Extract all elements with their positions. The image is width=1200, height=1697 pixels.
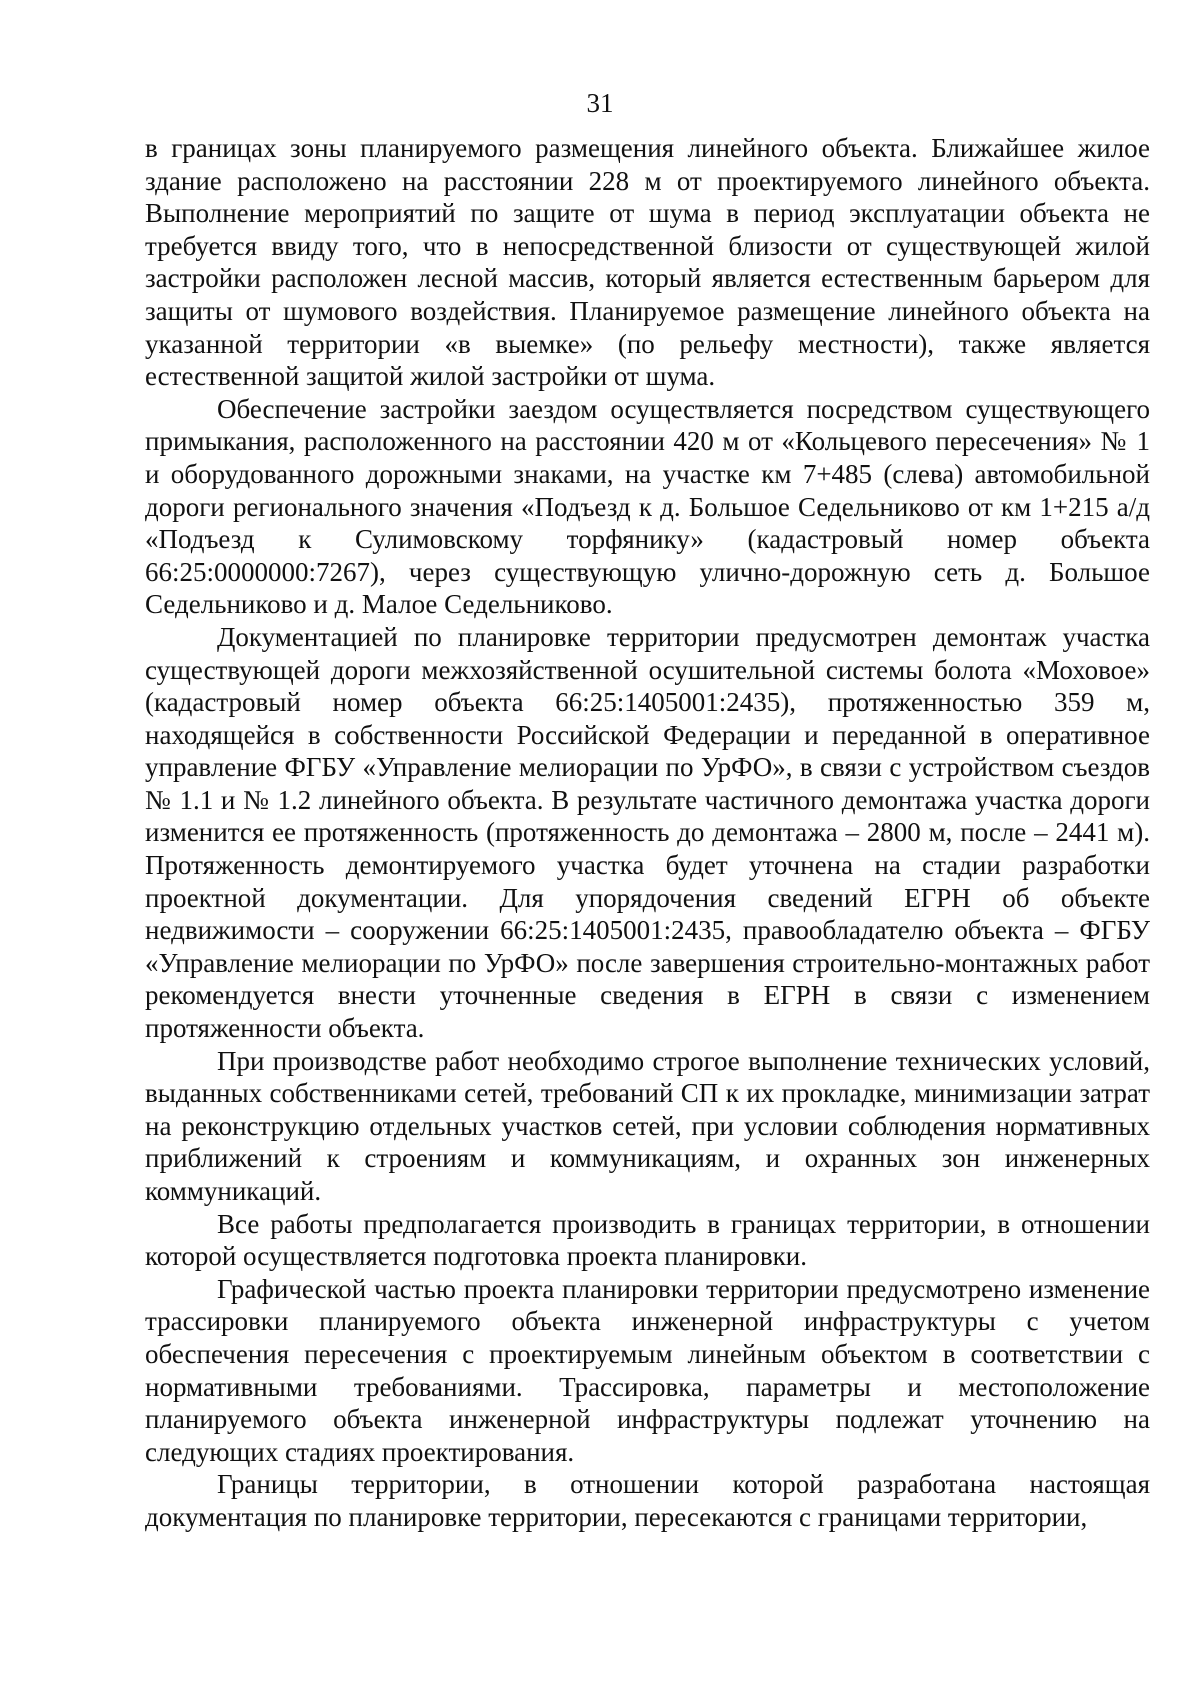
paragraph-7: Границы территории, в отношении которой разработана настоящая документация по планировке территории, пересекаются с границами территории, — [145, 1469, 1150, 1532]
paragraph-3: Документацией по планировке территории предусмотрен демонтаж участка существующей дороги межхозяйственной осушительной системы болота «Моховое» (кадастровый номер объекта 66:25:1405001:2435), протяженностью 359 м, находящейся в собственности Российской Федерации и переданной в оперативное управление ФГБУ «Управление мелиорации по УрФО», в связи с устройством съездов № 1.1 и № 1.2 линейного объекта. В результате частичного демонтажа участка дороги изменится ее протяженность (протяженность до демонтажа – 2800 м, после – 2441 м). Протяженность демонтируемого участка будет уточнена на стадии разработки проектной документации. Для упорядочения сведений ЕГРН об объекте недвижимости – сооружении 66:25:1405001:2435, правообладателю объекта – ФГБУ «Управление мелиорации по УрФО» после завершения строительно-монтажных работ рекомендуется внести уточненные сведения в ЕГРН в связи с изменением протяженности объекта. — [145, 621, 1150, 1044]
page-number: 31 — [586, 88, 614, 118]
paragraph-5: Все работы предполагается производить в границах территории, в отношении которой осуществляется подготовка проекта планировки. — [145, 1208, 1150, 1272]
paragraph-6: Графической частью проекта планировки территории предусмотрено изменение трассировки планируемого объекта инженерной инфраструктуры с учетом обеспечения пересечения с проектируемым линейным объектом в соответствии с нормативными требованиями. Трассировка, параметры и местоположение планируемого объекта инженерной инфраструктуры подлежат уточнению на следующих стадиях проектирования. — [145, 1273, 1150, 1467]
paragraph-1: в границах зоны планируемого размещения линейного объекта. Ближайшее жилое здание расположено на расстоянии 228 м от проектируемого линейного объекта. Выполнение мероприятий по защите от шума в период эксплуатации объекта не требуется ввиду того, что в непосредственной близости от существующей жилой застройки расположен лесной массив, который является естественным барьером для защиты от шумового воздействия. Планируемое размещение линейного объекта на указанной территории «в выемке» (по рельефу местности), также является естественной защитой жилой застройки от шума. — [145, 133, 1150, 392]
paragraph-2: Обеспечение застройки заездом осуществляется посредством существующего примыкания, расположенного на расстоянии 420 м от «Кольцевого пересечения» № 1 и оборудованного дорожными знаками, на участке км 7+485 (слева) автомобильной дороги регионального значения «Подъезд к д. Большое Седельниково от км 1+215 а/д «Подъезд к Сулимовскому торфянику» (кадастровый номер объекта 66:25:0000000:7267), через существующую улично-дорожную сеть д. Большое Седельниково и д. Малое Седельниково. — [145, 393, 1150, 620]
paragraph-4: При производстве работ необходимо строгое выполнение технических условий, выданных собственниками сетей, требований СП к их прокладке, минимизации затрат на реконструкцию отдельных участков сетей, при условии соблюдения нормативных приближений к строениям и коммуникациям, и охранных зон инженерных коммуникаций. — [145, 1045, 1150, 1206]
document-body — [145, 132, 1150, 1534]
